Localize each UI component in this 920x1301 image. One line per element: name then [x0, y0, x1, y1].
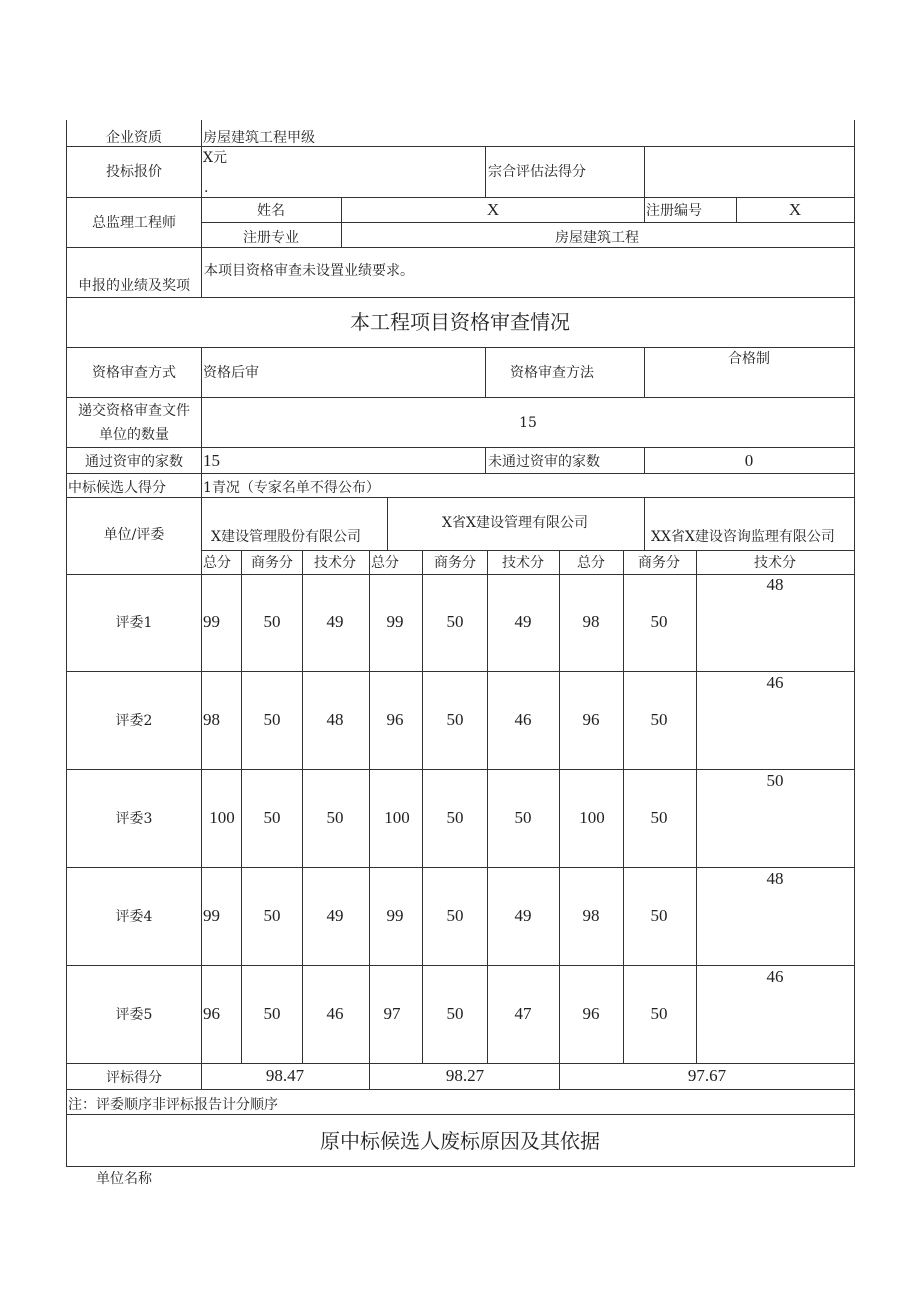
rule: [201, 497, 202, 1090]
eval-score-label: 宗合评估法得分: [488, 164, 586, 180]
score-cell: 49: [326, 906, 344, 925]
rule: [487, 550, 488, 1063]
final-score: 98.47: [265, 1066, 305, 1085]
rule: [66, 671, 855, 672]
score-cell: 100: [384, 808, 410, 827]
rule: [66, 867, 855, 868]
score-cell: 50: [650, 1004, 668, 1023]
rule: [644, 447, 645, 473]
rule: [736, 197, 737, 222]
reviewer-label: 评委2: [115, 713, 153, 729]
rule: [66, 1063, 855, 1064]
score-cell: 49: [326, 612, 344, 631]
final-score-label: 评标得分: [106, 1070, 162, 1086]
reviewer-label: 评委5: [115, 1007, 153, 1023]
company-name: X省X建设管理有限公司: [442, 515, 588, 531]
rule: [341, 197, 342, 247]
rule: [485, 447, 486, 473]
submitted-label-line2: 单位的数量: [99, 427, 169, 443]
failed-value: 0: [744, 451, 754, 470]
rule: [387, 497, 388, 550]
score-cell: 50: [326, 808, 344, 827]
score-table-header-label: 单位/评委: [103, 527, 165, 543]
rule: [66, 247, 855, 248]
qualification-value: 房屋建筑工程甲级: [203, 130, 315, 146]
bid-price-value: X元: [203, 150, 227, 166]
rule: [66, 297, 855, 298]
rule: [644, 197, 645, 222]
specialty-value: 房屋建筑工程: [555, 230, 639, 246]
sub-header: 技术分: [754, 555, 796, 571]
score-cell: 100: [579, 808, 605, 827]
reviewer-label: 评委1: [115, 615, 153, 631]
score-cell: 50: [650, 710, 668, 729]
score-cell: 50: [446, 1004, 464, 1023]
score-cell: 50: [514, 808, 532, 827]
final-score: 97.67: [687, 1066, 727, 1085]
score-cell: 99: [386, 906, 404, 925]
achievements-value: 本项目资格审查未设置业绩要求。: [204, 263, 414, 279]
rule: [66, 574, 855, 575]
sub-header: 商务分: [434, 555, 476, 571]
rule: [559, 550, 560, 1090]
score-cell: 100: [209, 808, 235, 827]
reg-no-label: 注册编号: [646, 203, 702, 219]
score-cell: 99: [386, 612, 404, 631]
passed-label: 通过资审的家数: [85, 454, 183, 470]
score-cell: 50: [446, 808, 464, 827]
sub-header: 技术分: [314, 555, 356, 571]
rule: [66, 497, 855, 498]
score-cell: 50: [650, 808, 668, 827]
company-name: X建设管理股份有限公司: [211, 529, 361, 545]
rule: [485, 146, 486, 197]
reviewer-label: 评委3: [115, 811, 153, 827]
score-cell: 46: [766, 673, 784, 692]
review-method-value: 资格后审: [203, 365, 259, 381]
rule: [66, 120, 67, 1167]
candidate-label: 中标候选人得分: [68, 480, 166, 496]
score-cell: 99: [203, 612, 220, 631]
sub-header: 总分: [203, 555, 231, 571]
score-cell: 50: [263, 1004, 281, 1023]
score-cell: 50: [446, 906, 464, 925]
sub-header: 技术分: [502, 555, 544, 571]
rule: [66, 1089, 855, 1090]
candidate-value: 1青况（专家名单不得公布）: [203, 480, 380, 496]
review-approach-label: 资格审查方法: [510, 365, 594, 381]
rule: [66, 473, 855, 474]
score-cell: 50: [446, 710, 464, 729]
score-cell: 96: [203, 1004, 220, 1023]
supervisor-label: 总监理工程师: [92, 215, 176, 231]
rule: [623, 550, 624, 1063]
note: 注：评委顺序非评标报告计分顺序: [68, 1097, 278, 1113]
rule: [66, 397, 855, 398]
final-score: 98.27: [445, 1066, 485, 1085]
rule: [854, 120, 855, 1167]
review-method-label: 资格审查方式: [92, 365, 176, 381]
rule: [644, 497, 645, 550]
specialty-label: 注册专业: [243, 230, 299, 246]
qualification-label: 企业资质: [106, 130, 162, 146]
score-cell: 50: [650, 612, 668, 631]
score-cell: 96: [386, 710, 404, 729]
rule: [644, 347, 645, 397]
supervisor-name-label: 姓名: [257, 203, 285, 219]
score-cell: 98: [582, 612, 600, 631]
review-section-title: 本工程项目资格审查情况: [350, 310, 570, 334]
rule: [485, 347, 486, 397]
rule: [201, 120, 202, 298]
sub-header: 商务分: [251, 555, 293, 571]
company-name: XX省X建设咨询监理有限公司: [651, 529, 835, 545]
rule: [66, 1166, 855, 1167]
reg-no-value: X: [788, 200, 802, 219]
rule: [66, 447, 855, 448]
score-cell: 46: [766, 967, 784, 986]
submitted-value: 15: [519, 415, 537, 431]
sub-header: 商务分: [638, 555, 680, 571]
rule: [66, 769, 855, 770]
score-cell: 47: [514, 1004, 532, 1023]
rule: [201, 347, 202, 498]
rule: [66, 965, 855, 966]
score-cell: 98: [203, 710, 220, 729]
bid-price-label: 投标报价: [106, 164, 162, 180]
score-cell: 50: [263, 612, 281, 631]
rule: [302, 550, 303, 1063]
score-cell: 97: [383, 1004, 401, 1023]
supervisor-name-value: X: [486, 200, 500, 219]
score-cell: 99: [203, 906, 220, 925]
rule: [66, 347, 855, 348]
reviewer-label: 评委4: [115, 909, 153, 925]
rule: [644, 146, 645, 197]
score-cell: 48: [766, 575, 784, 594]
score-cell: 48: [326, 710, 344, 729]
rule: [201, 222, 855, 223]
score-cell: 49: [514, 906, 532, 925]
sub-header: 总分: [371, 555, 399, 571]
review-approach-value: 合格制: [728, 351, 770, 367]
achievements-label: 申报的业绩及奖项: [78, 278, 190, 294]
score-cell: 96: [582, 710, 600, 729]
score-cell: 96: [582, 1004, 600, 1023]
rule: [66, 146, 855, 147]
unit-name-label: 单位名称: [96, 1171, 152, 1187]
score-cell: 50: [263, 710, 281, 729]
sub-header: 总分: [577, 555, 605, 571]
rule: [241, 550, 242, 1063]
rule: [201, 550, 855, 551]
rule: [422, 550, 423, 1063]
score-cell: 50: [650, 906, 668, 925]
rule: [696, 550, 697, 1063]
passed-value: 15: [203, 451, 220, 470]
score-cell: 48: [766, 869, 784, 888]
rule: [66, 1114, 855, 1115]
score-cell: 49: [514, 612, 532, 631]
failed-label: 未通过资审的家数: [488, 454, 600, 470]
abandon-section-title: 原中标候选人废标原因及其依据: [320, 1129, 600, 1153]
score-cell: 50: [263, 906, 281, 925]
submitted-label-line1: 递交资格审查文件: [78, 403, 190, 419]
score-cell: 98: [582, 906, 600, 925]
score-cell: 50: [766, 771, 784, 790]
score-cell: 46: [326, 1004, 344, 1023]
bid-price-value-suffix: .: [204, 180, 209, 196]
score-cell: 46: [514, 710, 532, 729]
rule: [369, 550, 370, 1090]
score-cell: 50: [446, 612, 464, 631]
score-cell: 50: [263, 808, 281, 827]
